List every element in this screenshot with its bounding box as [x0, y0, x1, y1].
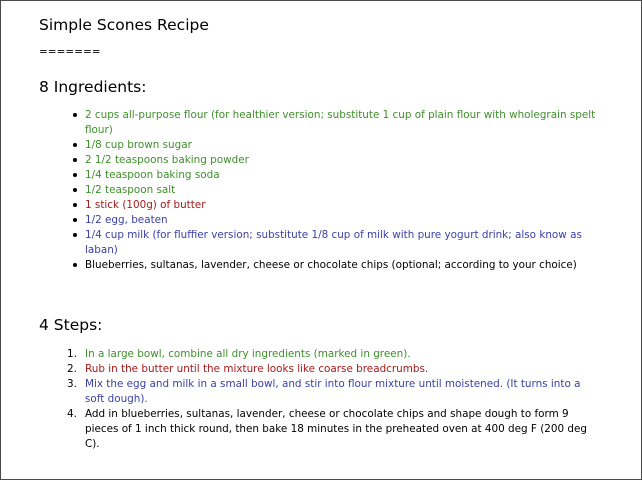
ingredient-text: 2 cups all-purpose flour (for healthier version; substitute 1 cup of plain flour with wholegrain spelt flour): [85, 109, 596, 136]
bullet-icon: [73, 203, 77, 207]
ingredient-text: 1/8 cup brown sugar: [85, 139, 192, 151]
steps-list: [67, 347, 603, 452]
page-title: Simple Scones Recipe: [39, 16, 209, 34]
step-text: Add in blueberries, sultanas, lavender, cheese or chocolate chips and shape dough to form 9 pieces of 1 inch thick round, then bake 18 minutes in the preheated oven at 400 deg F (200 deg C).: [85, 408, 587, 450]
ingredient-text: Blueberries, sultanas, lavender, cheese or chocolate chips (optional; according to your choice): [85, 259, 577, 271]
step-number: 3.: [67, 378, 77, 390]
step-item: [67, 362, 603, 377]
step-item: [67, 407, 603, 452]
bullet-icon: [73, 233, 77, 237]
bullet-icon: [73, 143, 77, 147]
ingredient-text: 1 stick (100g) of butter: [85, 199, 206, 211]
step-number: 1.: [67, 348, 77, 360]
ingredient-text: 1/2 teaspoon salt: [85, 184, 176, 196]
ingredients-list: [85, 108, 600, 273]
step-number: 2.: [67, 363, 77, 375]
ingredient-text: 1/4 teaspoon baking soda: [85, 169, 220, 181]
bullet-icon: [73, 188, 77, 192]
step-text: In a large bowl, combine all dry ingredients (marked in green).: [85, 348, 411, 360]
ingredient-item: [85, 198, 600, 213]
step-text: Mix the egg and milk in a small bowl, and stir into flour mixture until moistened. (It turns into a soft dough).: [85, 378, 581, 405]
bullet-icon: [73, 263, 77, 267]
ingredients-heading: 8 Ingredients:: [39, 78, 147, 96]
ingredient-text: 1/4 cup milk (for fluffier version; substitute 1/8 cup of milk with pure yogurt drink; also know as laban): [85, 229, 582, 256]
ingredient-item: [85, 228, 600, 258]
bullet-icon: [73, 218, 77, 222]
ingredient-item: [85, 108, 600, 138]
ingredient-item: [85, 213, 600, 228]
title-underline-rule: =======: [39, 46, 101, 58]
bullet-icon: [73, 158, 77, 162]
ingredient-item: [85, 183, 600, 198]
ingredient-item: [85, 258, 600, 273]
step-item: [67, 377, 603, 407]
step-item: [67, 347, 603, 362]
bullet-icon: [73, 173, 77, 177]
ingredient-text: 1/2 egg, beaten: [85, 214, 168, 226]
ingredient-item: [85, 168, 600, 183]
ingredient-item: [85, 138, 600, 153]
step-text: Rub in the butter until the mixture looks like coarse breadcrumbs.: [85, 363, 429, 375]
step-number: 4.: [67, 408, 77, 420]
ingredient-item: [85, 153, 600, 168]
steps-heading: 4 Steps:: [39, 316, 103, 334]
ingredient-text: 2 1/2 teaspoons baking powder: [85, 154, 249, 166]
bullet-icon: [73, 113, 77, 117]
